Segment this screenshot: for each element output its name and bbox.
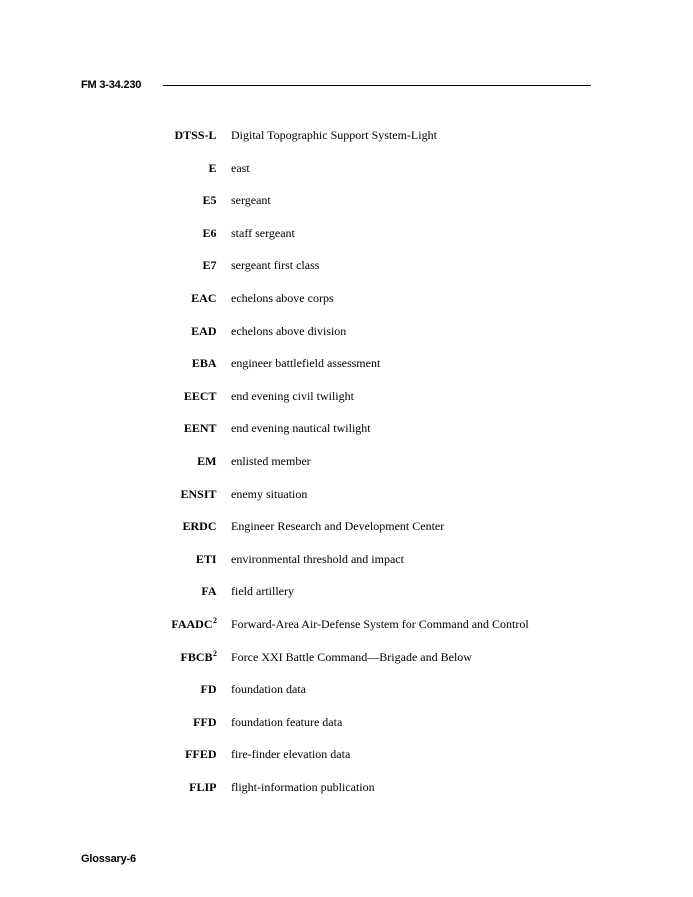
glossary-entry: [0, 616, 693, 649]
glossary-term: EAC: [191, 290, 217, 305]
glossary-entry: [0, 420, 693, 453]
header-rule: [163, 85, 591, 86]
glossary-term: E: [208, 160, 217, 175]
glossary-definition: field artillery: [231, 584, 294, 599]
glossary-term: FAADC$^2$: [171, 615, 217, 631]
glossary-entry: [0, 225, 693, 258]
glossary-entry: [0, 323, 693, 356]
glossary-definition: end evening civil twilight: [231, 388, 354, 403]
glossary-entry: [0, 290, 693, 323]
glossary-term: E5: [202, 193, 217, 208]
glossary-term: FFD: [193, 714, 217, 729]
glossary-definition: foundation feature data: [231, 714, 343, 729]
glossary-entry: [0, 257, 693, 290]
glossary-term: EBA: [191, 356, 217, 371]
glossary-entry: [0, 746, 693, 779]
glossary-term: FD: [200, 682, 217, 697]
glossary-entry: [0, 779, 693, 812]
glossary-term: E7: [202, 258, 217, 273]
glossary-definition: staff sergeant: [231, 225, 295, 240]
glossary-term: EM: [197, 453, 217, 468]
glossary-term: FFED: [185, 747, 217, 762]
page-footer: [81, 852, 136, 866]
page-header: [81, 78, 593, 94]
glossary-term: ERDC: [182, 519, 217, 534]
glossary-entry: [0, 681, 693, 714]
glossary-definition: environmental threshold and impact: [231, 551, 404, 566]
glossary-term: FBCB$^2$: [180, 648, 217, 664]
glossary-term: DTSS-L: [174, 128, 217, 142]
glossary-entry: [0, 453, 693, 486]
glossary-definition: enlisted member: [231, 453, 311, 468]
glossary-definition: foundation data: [231, 682, 306, 697]
glossary-definition: sergeant: [231, 193, 271, 208]
glossary-term: ENSIT: [180, 486, 217, 501]
glossary-entry: [0, 486, 693, 519]
glossary-definition: Engineer Research and Development Center: [231, 519, 445, 534]
glossary-definition: sergeant first class: [231, 258, 320, 273]
glossary-term: EAD: [191, 323, 217, 338]
glossary-definition: flight-information publication: [231, 779, 375, 794]
glossary-definition: echelons above corps: [231, 290, 334, 305]
glossary-entry: [0, 518, 693, 551]
glossary-entry: [0, 388, 693, 421]
glossary-term: EECT: [183, 388, 217, 403]
glossary-definition: fire-finder elevation data: [231, 747, 351, 762]
glossary-definition: Digital Topographic Support System-Light: [231, 128, 437, 142]
term-superscript: 2: [213, 648, 217, 658]
glossary-definition: end evening nautical twilight: [231, 421, 371, 436]
glossary-term: FLIP: [189, 779, 217, 794]
glossary-definition: east: [231, 160, 250, 175]
glossary-entry: [0, 355, 693, 388]
glossary-entry: [0, 583, 693, 616]
term-superscript: 2: [213, 615, 217, 625]
glossary-entry: [0, 551, 693, 584]
glossary-term: ETI: [195, 551, 217, 566]
document-id: FM 3-34.230: [81, 79, 142, 91]
glossary-definition: engineer battlefield assessment: [231, 356, 381, 371]
glossary-entry: [0, 127, 693, 160]
glossary-list: [0, 127, 693, 811]
glossary-definition: Force XXI Battle Command—Brigade and Below: [231, 649, 472, 664]
glossary-term: E6: [202, 225, 217, 240]
glossary-entry: [0, 192, 693, 225]
glossary-entry: [0, 649, 693, 682]
glossary-definition: echelons above division: [231, 323, 347, 338]
glossary-definition: Forward-Area Air-Defense System for Command and Control: [231, 616, 529, 631]
glossary-term: EENT: [183, 421, 217, 436]
glossary-term: FA: [201, 584, 217, 599]
page-number-label: Glossary-6: [81, 853, 136, 865]
glossary-entry: [0, 160, 693, 193]
glossary-entry: [0, 714, 693, 747]
glossary-definition: enemy situation: [231, 486, 308, 501]
